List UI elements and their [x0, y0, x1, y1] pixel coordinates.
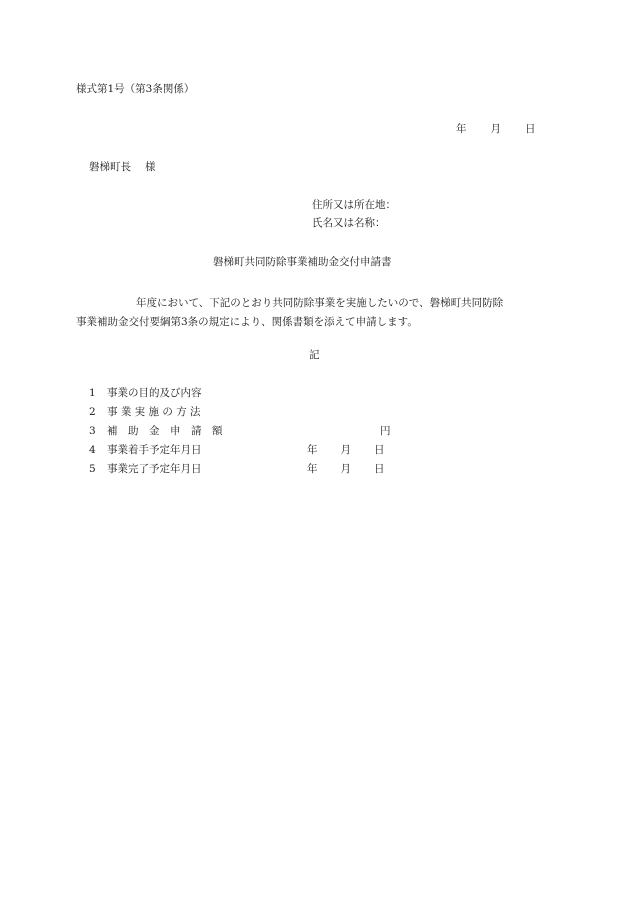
addressee-name: 磐梯町長: [89, 161, 131, 173]
item-date: [307, 445, 385, 456]
item-label: 事業の目的及び内容: [107, 387, 202, 399]
item-label: 補 助 金 申 請 額: [107, 425, 223, 437]
item-date-day: 日: [374, 444, 385, 456]
item-number: 4: [89, 444, 96, 456]
item-number: 3: [89, 425, 96, 437]
addressee: [89, 162, 156, 173]
applicant-name-label: 氏名又は名称：: [312, 217, 386, 229]
item-number: 1: [89, 387, 96, 399]
item-date-day: 日: [374, 463, 385, 475]
item-list: [89, 388, 409, 483]
applicant-address-label: 住所又は所在地：: [312, 199, 396, 211]
list-item: [89, 426, 409, 445]
item-date: [307, 464, 385, 475]
document-title: 磐梯町共同防除事業補助金交付申請書: [213, 256, 392, 268]
body-line-1: 年度において、下記のとおり共同防除事業を実施したいので、磐梯町共同防除: [136, 297, 504, 309]
body-line-2: 事業補助金交付要綱第3条の規定により、関係書類を添えて申請します。: [76, 316, 418, 328]
list-item: [89, 464, 409, 483]
list-item: [89, 445, 409, 464]
date-line: [456, 124, 536, 135]
item-label: 事業完了予定年月日: [107, 463, 202, 475]
date-month: 月: [490, 123, 501, 135]
item-label: 事 業 実 施 の 方 法: [107, 406, 201, 418]
ki-heading: 記: [309, 349, 320, 361]
list-item: [89, 407, 409, 426]
date-year: 年: [456, 123, 467, 135]
item-date-year: 年: [307, 463, 318, 475]
date-day: 日: [525, 123, 536, 135]
item-label: 事業着手予定年月日: [107, 444, 202, 456]
item-number: 2: [89, 406, 96, 418]
item-unit-yen: 円: [380, 425, 391, 437]
item-date-month: 月: [340, 444, 351, 456]
applicant-block: [312, 200, 396, 236]
item-date-year: 年: [307, 444, 318, 456]
item-date-month: 月: [340, 463, 351, 475]
item-number: 5: [89, 463, 96, 475]
form-number: 様式第1号（第3条関係）: [76, 83, 195, 95]
list-item: [89, 388, 409, 407]
addressee-honorific: 様: [145, 161, 156, 173]
body-paragraph: [76, 294, 566, 332]
